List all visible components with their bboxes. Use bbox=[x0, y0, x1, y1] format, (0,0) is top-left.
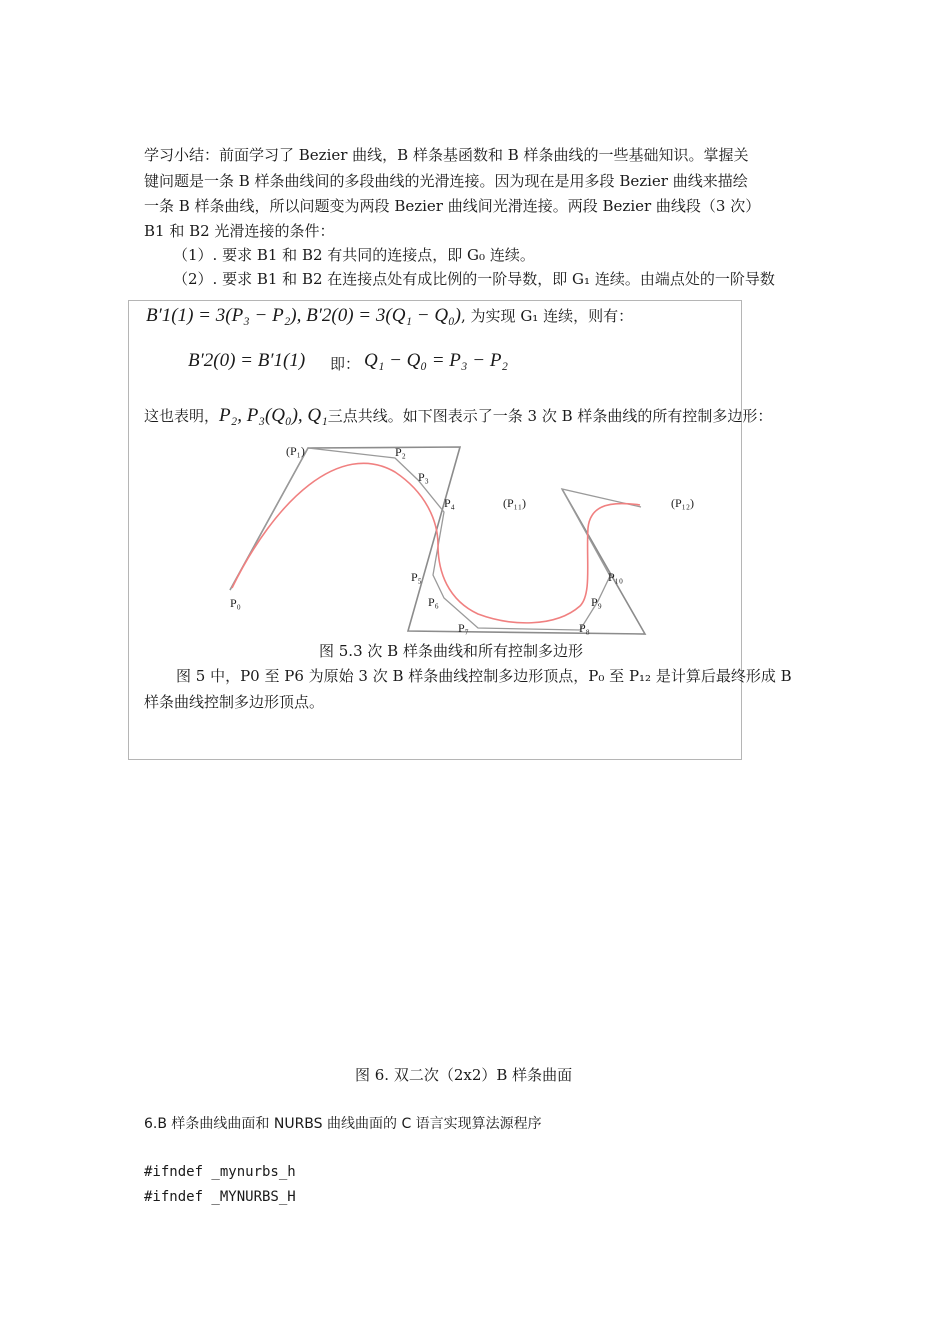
label-p0: P₀ bbox=[230, 596, 241, 610]
label-p7: P₇ bbox=[458, 621, 469, 635]
collinear-points: P₂, P₃(Q₀), Q₁ bbox=[219, 405, 328, 426]
label-p3: P₃ bbox=[418, 470, 429, 484]
label-p10: P₁₀ bbox=[608, 570, 624, 584]
label-p5: P₅ bbox=[411, 570, 422, 584]
summary-line-1: 学习小结：前面学习了 Bezier 曲线，B 样条基函数和 B 样条曲线的一些基础知识。掌握关 bbox=[144, 146, 749, 164]
code-line-1: #ifndef _mynurbs_h bbox=[144, 1164, 296, 1180]
figure-6-caption: 图 6. 双二次（2x2）B 样条曲面 bbox=[355, 1066, 573, 1084]
equation-2-rhs: Q₁ − Q₀ = P₃ − P₂ bbox=[364, 350, 509, 371]
label-p9: P₉ bbox=[591, 595, 602, 609]
figure-note-line-1: 图 5 中，P0 至 P6 为原始 3 次 B 样条曲线控制多边形顶点，P₀ 至 P₁₂ 是计算后最终形成 B bbox=[176, 667, 792, 685]
label-p12: (P₁₂) bbox=[671, 496, 695, 510]
summary-line-2: 键问题是一条 B 样条曲线间的多段曲线的光滑连接。因为现在是用多段 Bezier 曲线来描绘 bbox=[144, 172, 748, 190]
condition-1: （1）. 要求 B1 和 B2 有共同的连接点，即 G₀ 连续。 bbox=[173, 246, 535, 264]
summary-line-4: B1 和 B2 光滑连接的条件： bbox=[144, 222, 335, 240]
collinear-prefix: 这也表明， bbox=[144, 407, 220, 425]
equation-1-tail: , 为实现 G₁ 连续，则有： bbox=[461, 307, 634, 325]
figure-note-line-2: 样条曲线控制多边形顶点。 bbox=[144, 693, 325, 711]
label-p1: (P₁) bbox=[286, 444, 305, 458]
collinear-suffix: 三点共线。如下图表示了一条 3 次 B 样条曲线的所有控制多边形： bbox=[327, 407, 773, 425]
figure-caption: 图 5.3 次 B 样条曲线和所有控制多边形 bbox=[319, 642, 583, 660]
code-line-2: #ifndef _MYNURBS_H bbox=[144, 1189, 296, 1205]
equation-2-formula: B′2(0) = B′1(1) bbox=[188, 350, 306, 371]
label-p11: (P₁₁) bbox=[503, 496, 527, 510]
summary-line-3: 一条 B 样条曲线，所以问题变为两段 Bezier 曲线间光滑连接。两段 Bezier 曲线段（3 次） bbox=[144, 197, 761, 215]
label-p4: P₄ bbox=[444, 496, 455, 510]
equation-1-formula: B′1(1) = 3(P₃ − P₂), B′2(0) = 3(Q₁ − Q₀) bbox=[146, 305, 462, 326]
condition-2: （2）. 要求 B1 和 B2 在连接点处有成比例的一阶导数，即 G₁ 连续。由端点处的一阶导数 bbox=[173, 270, 775, 288]
label-p8: P₈ bbox=[579, 621, 590, 635]
section-heading: 6.B 样条曲线曲面和 NURBS 曲线曲面的 C 语言实现算法源程序 bbox=[144, 1116, 542, 1132]
equation-2-label: 即： bbox=[330, 355, 361, 373]
label-p2: P₂ bbox=[395, 445, 406, 459]
label-p6: P₆ bbox=[428, 595, 439, 609]
